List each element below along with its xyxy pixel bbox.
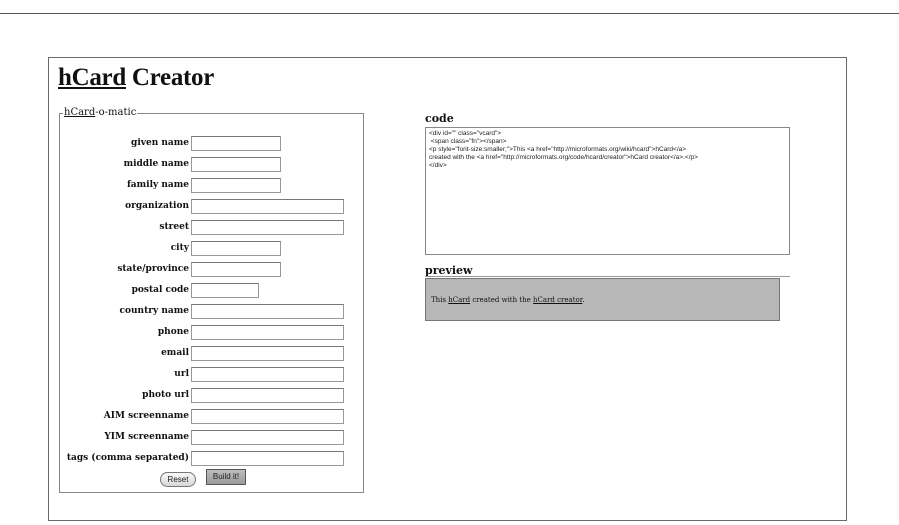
form-legend (63, 106, 137, 120)
street-label: street (159, 222, 189, 232)
organization-input[interactable] (191, 199, 344, 214)
form-legend-rest: -o-matic (95, 107, 137, 118)
family-name-label: family name (126, 180, 189, 190)
middle-name-input[interactable] (191, 157, 281, 172)
middle-name-label: middle name (123, 159, 189, 169)
page-title-hcard: hCard (58, 64, 126, 91)
postal-code-input[interactable] (191, 283, 259, 298)
page-title-rest: Creator (125, 64, 215, 91)
country-name-input[interactable] (191, 304, 344, 319)
reset-button[interactable]: Reset (160, 472, 196, 487)
photo-url-label: photo url (142, 390, 189, 400)
code-heading: code (425, 112, 454, 125)
email-label: email (161, 348, 189, 358)
state-province-label: state/province (117, 264, 189, 274)
aim-screenname-input[interactable] (191, 409, 344, 424)
code-line: <span class="fn"></span> (429, 138, 507, 145)
yim-screenname-label: YIM screenname (104, 432, 189, 442)
postal-code-label: postal code (131, 285, 189, 295)
tags-input[interactable] (191, 451, 344, 466)
given-name-input[interactable] (191, 136, 281, 151)
page-frame (48, 57, 847, 521)
preview-text-middle: created with the (470, 296, 534, 304)
preview-hcard-link[interactable]: hCard (448, 296, 471, 304)
street-input[interactable] (191, 220, 344, 235)
preview-text-before: This (431, 296, 449, 304)
build-button[interactable]: Build it! (206, 469, 246, 485)
photo-url-input[interactable] (191, 388, 344, 403)
code-line: </div> (429, 162, 447, 169)
form-legend-hcard: hCard (64, 107, 96, 118)
phone-label: phone (157, 327, 189, 337)
city-label: city (170, 243, 189, 253)
preview-creator-link[interactable]: hCard creator (533, 296, 583, 304)
phone-input[interactable] (191, 325, 344, 340)
organization-label: organization (125, 201, 189, 211)
preview-divider (425, 276, 790, 277)
state-province-input[interactable] (191, 262, 281, 277)
tags-label: tags (comma separated) (66, 453, 189, 463)
yim-screenname-input[interactable] (191, 430, 344, 445)
email-input[interactable] (191, 346, 344, 361)
aim-screenname-label: AIM screenname (103, 411, 189, 421)
code-line: <p style="font-size:smaller;">This <a href="http://microformats.org/wiki/hcard">hCard</a> (429, 146, 687, 153)
preview-text-after: . (582, 296, 585, 304)
preview-heading: preview (425, 264, 473, 277)
top-divider (0, 13, 899, 14)
country-name-label: country name (119, 306, 189, 316)
family-name-input[interactable] (191, 178, 281, 193)
code-line: <div id="" class="vcard"> (429, 130, 502, 137)
url-input[interactable] (191, 367, 344, 382)
preview-panel (425, 278, 780, 321)
given-name-label: given name (131, 138, 189, 148)
code-output-textarea[interactable] (425, 127, 790, 255)
page-title (58, 64, 214, 92)
code-line: created with the <a href="http://microformats.org/code/hcard/creator">hCard creator</a>.</p> (429, 154, 698, 161)
city-input[interactable] (191, 241, 281, 256)
url-label: url (174, 369, 189, 379)
hcard-form (59, 107, 364, 493)
